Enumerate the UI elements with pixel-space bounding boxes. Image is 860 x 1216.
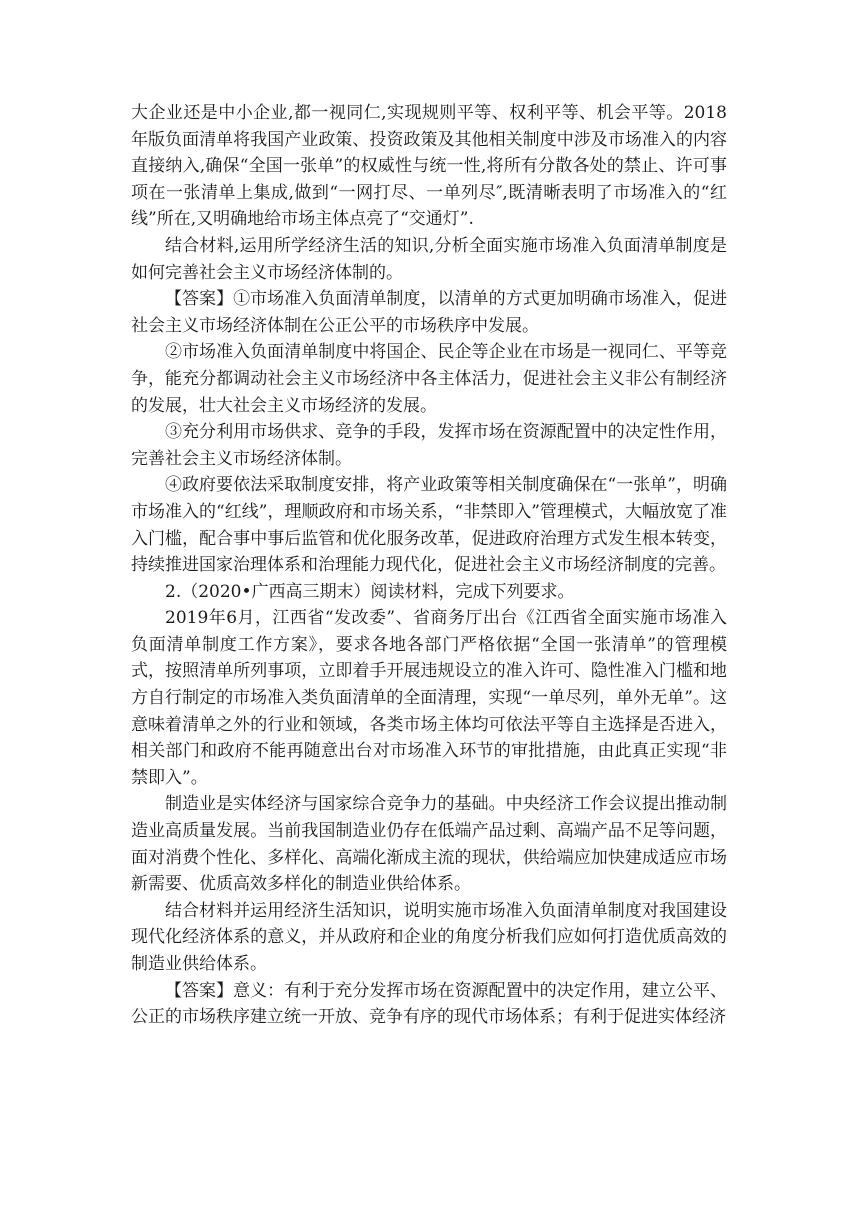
paragraph-material-2-part-2: 制造业是实体经济与国家综合竞争力的基础。中央经济工作会议提出推动制造业高质量发展。当前我国制造业仍存在低端产品过剩、高端产品不足等问题，面对消费个性化、多样化、高端化渐成主流的现状，供给端应加快建成适应市场新需要、优质高效多样化的制造业供给体系。 xyxy=(131,794,727,895)
paragraph-material-2-part-1: 2019年6月，江西省“发改委”、省商务厅出台《江西省全面实施市场准入负面清单制度工作方案》，要求各地各部门严格依据“全国一张清单”的管理模式，按照清单所列事项，立即着手开展违规设立的准入许可、隐性准入门槛和地方自行制定的市场准入类负面清单的全面清理，实现“一单尽列，单外无单”。这意味着清单之外的行业和领域，各类市场主体均可依法平等自主选择是否进入，相关部门和政府不能再随意出台对市场准入环节的审批措施，由此真正实现“非禁即入”。 xyxy=(131,608,727,788)
paragraph-question-1: 结合材料,运用所学经济生活的知识,分析全面实施市场准入负面清单制度是如何完善社会主义市场经济体制的。 xyxy=(131,235,727,283)
paragraph-answer-1-point-1: 【答案】①市场准入负面清单制度，以清单的方式更加明确市场准入，促进社会主义市场经济体制在公正公平的市场秩序中发展。 xyxy=(131,289,727,336)
document-body xyxy=(131,100,727,1031)
paragraph-answer-2: 【答案】意义：有利于充分发挥市场在资源配置中的决定作用，建立公平、公正的市场秩序建立统一开放、竞争有序的现代市场体系；有利于促进实体经济 xyxy=(131,980,727,1028)
paragraph-question-2: 结合材料并运用经济生活知识，说明实施市场准入负面清单制度对我国建设现代化经济体系的意义，并从政府和企业的角度分析我们应如何打造优质高效的制造业供给体系。 xyxy=(131,900,727,974)
paragraph-answer-1-point-4: ④政府要依法采取制度安排，将产业政策等相关制度确保在“一张单”，明确市场准入的“红线”，理顺政府和市场关系，“非禁即入”管理模式，大幅放宽了准入门槛，配合事中事后监管和优化服务改革，促进政府治理方式发生根本转变，持续推进国家治理体系和治理能力现代化，促进社会主义市场经济制度的完善。 xyxy=(131,475,727,576)
paragraph-answer-1-point-2: ②市场准入负面清单制度中将国企、民企等企业在市场是一视同仁、平等竞争，能充分都调动社会主义市场经济中各主体活力，促进社会主义非公有制经济的发展，壮大社会主义市场经济的发展。 xyxy=(131,342,727,416)
paragraph-answer-1-point-3: ③充分利用市场供求、竞争的手段，发挥市场在资源配置中的决定性作用，完善社会主义市场经济体制。 xyxy=(131,422,727,469)
paragraph-material-continuation: 大企业还是中小企业,都一视同仁,实现规则平等、权利平等、机会平等。2018年版负面清单将我国产业政策、投资政策及其他相关制度中涉及市场准入的内容直接纳入,确保“全国一张单”的权威性与统一性,将所有分散各处的禁止、许可事项在一张清单上集成,做到“一网打尽、一单列尽″,既清晰表明了市场准入的“红线”所在,又明确地给市场主体点亮了“交通灯”. xyxy=(131,103,727,230)
paragraph-question-2-heading: 2.（2020•广西高三期末）阅读材料，完成下列要求。 xyxy=(165,581,575,602)
